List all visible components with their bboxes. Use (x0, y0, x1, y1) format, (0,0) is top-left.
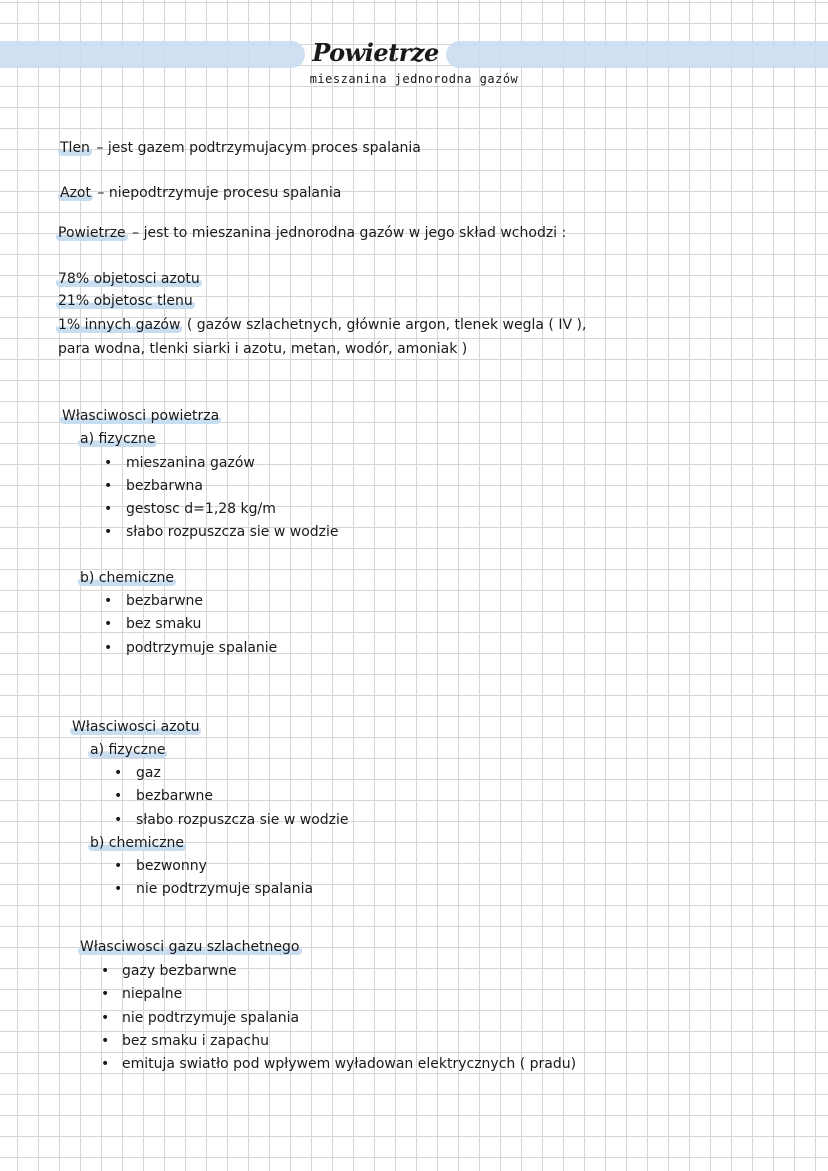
list-item (136, 763, 161, 783)
list-item (126, 476, 203, 496)
list-item (136, 856, 207, 876)
bullet-icon: • (101, 986, 110, 1002)
list-item (122, 984, 182, 1004)
list-item-text: bezwonny (136, 858, 207, 874)
section-heading (78, 937, 302, 957)
page-subtitle: mieszanina jednorodna gazów (309, 72, 519, 86)
composition-line (58, 339, 467, 359)
bullet-icon: • (104, 640, 113, 656)
list-item-text: gaz (136, 765, 161, 781)
list-item-text: bezbarwne (136, 788, 214, 804)
subsection-label-text: b) chemiczne (80, 570, 175, 586)
bullet-icon: • (104, 524, 113, 540)
term-highlight: 1% innych gazów (58, 317, 181, 333)
term-highlight: 21% objetosc tlenu (58, 293, 193, 309)
list-item (126, 614, 201, 634)
bullet-icon: • (101, 1033, 110, 1049)
list-item-text: niepalne (122, 986, 183, 1002)
bullet-icon: • (101, 1056, 110, 1072)
composition-line (56, 269, 202, 289)
subsection-label-text: b) chemiczne (90, 835, 185, 851)
list-item-text: bezbarwne (126, 593, 204, 609)
bullet-icon: • (104, 455, 113, 471)
list-item-text: gestosc d=1,28 kg/m (126, 501, 276, 517)
list-item-text: bez smaku i zapachu (122, 1033, 269, 1049)
subsection-label-text: a) fizyczne (90, 742, 166, 758)
list-item (126, 522, 339, 542)
intro-line (58, 183, 341, 203)
section-heading (70, 717, 201, 737)
list-item (126, 499, 276, 519)
bullet-icon: • (104, 593, 113, 609)
list-item-text: słabo rozpuszcza sie w wodzie (126, 524, 339, 540)
section-heading-text: Własciwosci powietrza (62, 408, 220, 424)
subsection-label (88, 740, 167, 760)
list-item-text: emituja swiatło pod wpływem wyładowan elektrycznych ( pradu) (122, 1056, 577, 1072)
list-item-text: podtrzymuje spalanie (126, 640, 278, 656)
definition: – niepodtrzymuje procesu spalania (92, 185, 342, 201)
bullet-icon: • (114, 881, 123, 897)
list-item (122, 1008, 299, 1028)
page-title: Powietrze (312, 38, 439, 67)
list-item (126, 638, 277, 658)
section-heading-text: Własciwosci gazu szlachetnego (80, 939, 300, 955)
list-item (136, 879, 313, 899)
section-heading (60, 406, 221, 426)
list-item (136, 786, 213, 806)
list-item-text: bezbarwna (126, 478, 203, 494)
subsection-label (88, 833, 186, 853)
definition: – jest to mieszanina jednorodna gazów w jego skład wchodzi : (127, 225, 567, 241)
section-heading-text: Własciwosci azotu (72, 719, 200, 735)
bullet-icon: • (114, 788, 123, 804)
subsection-label-text: a) fizyczne (80, 431, 156, 447)
bullet-icon: • (104, 616, 113, 632)
list-item-text: mieszanina gazów (126, 455, 255, 471)
term-highlight: Tlen (60, 140, 90, 156)
bullet-icon: • (114, 812, 123, 828)
list-item (122, 1054, 576, 1074)
list-item-text: nie podtrzymuje spalania (136, 881, 314, 897)
list-item (122, 961, 237, 981)
bullet-icon: • (114, 765, 123, 781)
composition-line (56, 315, 586, 335)
list-item-text: bez smaku (126, 616, 202, 632)
list-item (136, 810, 349, 830)
definition: ( gazów szlachetnych, głównie argon, tlenek wegla ( IV ), (182, 317, 587, 333)
list-item-text: nie podtrzymuje spalania (122, 1010, 300, 1026)
term-highlight: Powietrze (58, 225, 126, 241)
definition: para wodna, tlenki siarki i azotu, metan, wodór, amoniak ) (58, 341, 468, 357)
term-highlight: 78% objetosci azotu (58, 271, 200, 287)
bullet-icon: • (104, 501, 113, 517)
intro-line (58, 138, 421, 158)
bullet-icon: • (114, 858, 123, 874)
composition-line (56, 291, 195, 311)
term-highlight: Azot (60, 185, 91, 201)
bullet-icon: • (101, 963, 110, 979)
header-banner-right (446, 41, 828, 68)
intro-line (56, 223, 566, 243)
bullet-icon: • (101, 1010, 110, 1026)
subsection-label (78, 568, 176, 588)
list-item (126, 453, 255, 473)
list-item (122, 1031, 269, 1051)
list-item-text: słabo rozpuszcza sie w wodzie (136, 812, 349, 828)
definition: – jest gazem podtrzymujacym proces spalania (91, 140, 421, 156)
list-item-text: gazy bezbarwne (122, 963, 237, 979)
bullet-icon: • (104, 478, 113, 494)
list-item (126, 591, 203, 611)
subsection-label (78, 429, 157, 449)
header-banner-left (0, 41, 305, 68)
